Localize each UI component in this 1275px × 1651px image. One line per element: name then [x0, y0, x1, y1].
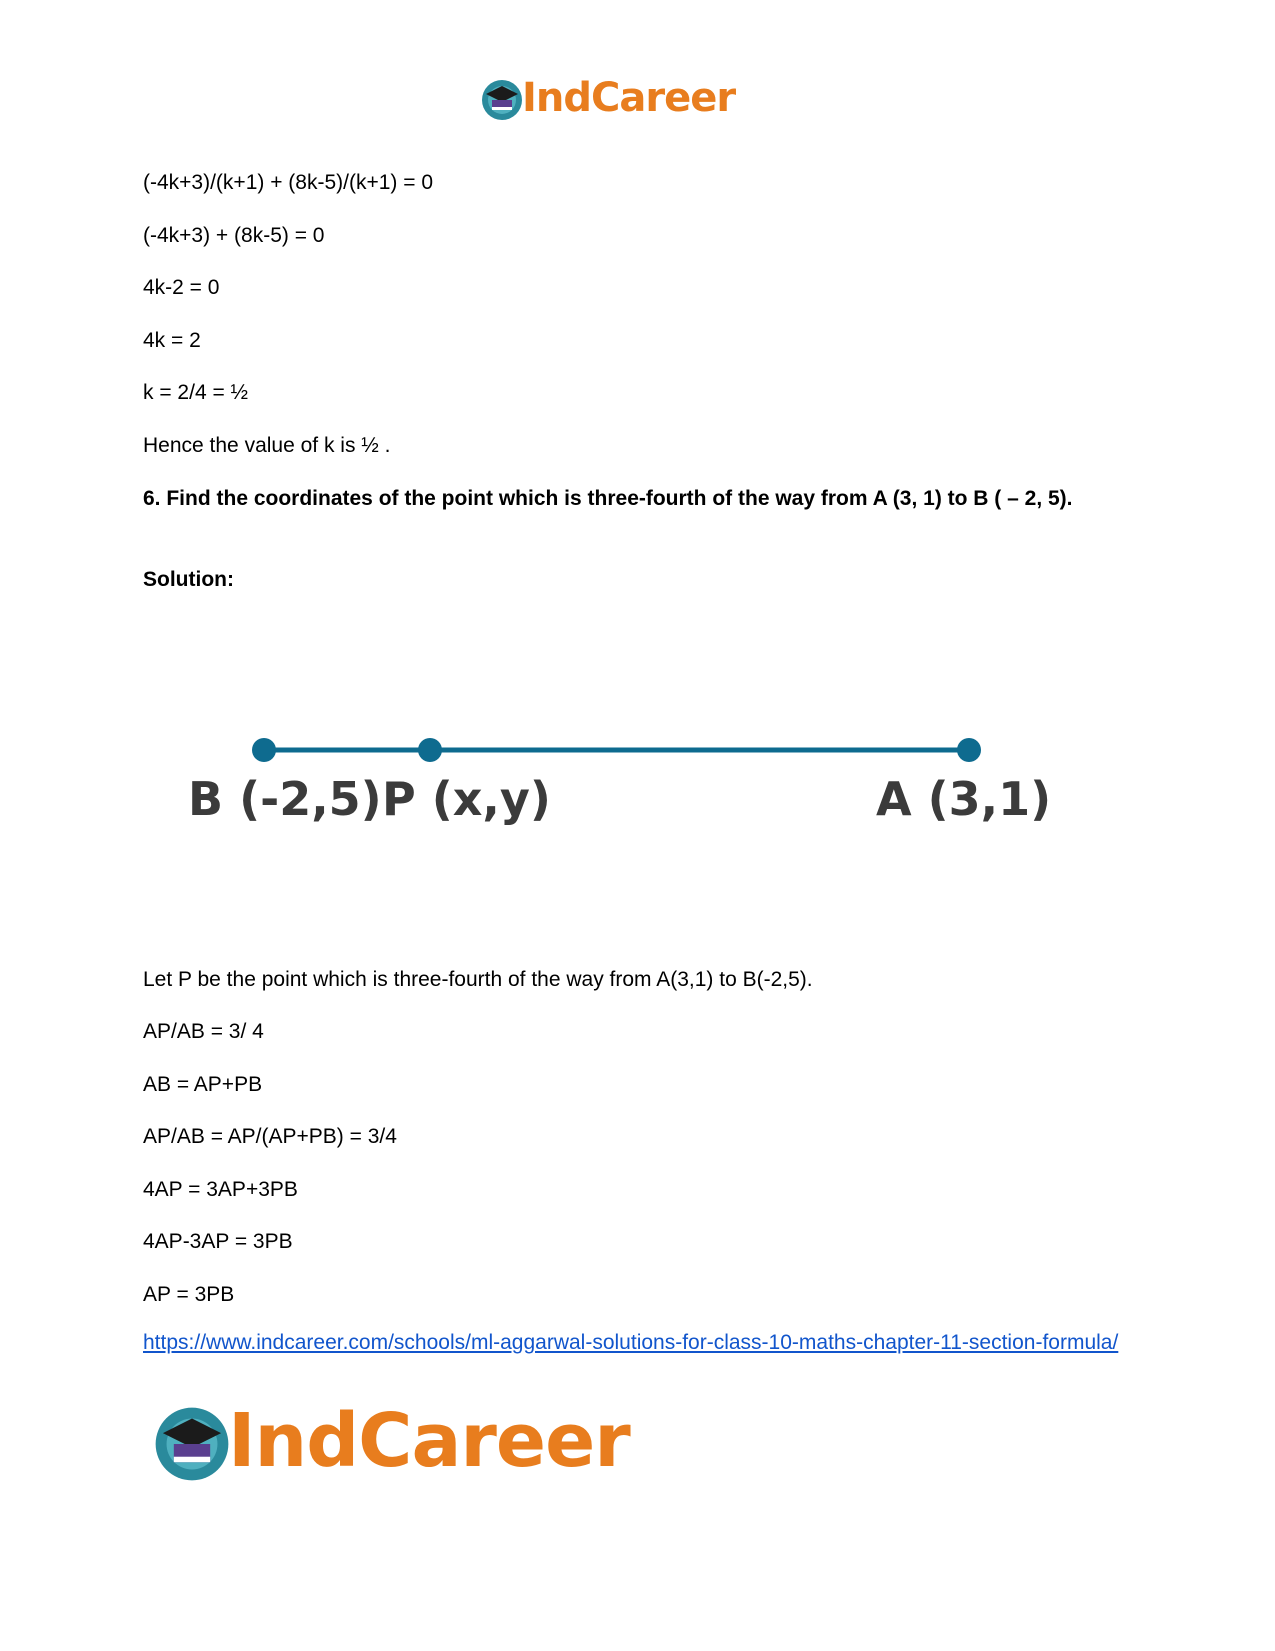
- point-b-dot: [252, 738, 276, 762]
- solution-line-2: AP/AB = 3/ 4: [143, 1020, 264, 1043]
- equation-line-4: 4k = 2: [143, 329, 201, 352]
- solution-label: Solution:: [143, 568, 234, 591]
- point-b-label: B (-2,5): [188, 772, 382, 826]
- point-p-label: P (x,y): [382, 772, 551, 826]
- header-logo: [480, 76, 770, 124]
- footer-logo: [152, 1400, 692, 1490]
- point-p-dot: [418, 738, 442, 762]
- solution-line-3: AB = AP+PB: [143, 1073, 263, 1096]
- point-a-label: A (3,1): [876, 772, 1052, 826]
- footer-logo-globe-icon: [152, 1404, 232, 1484]
- solution-line-6: 4AP-3AP = 3PB: [143, 1230, 293, 1253]
- point-a-dot: [957, 738, 981, 762]
- conclusion-line: Hence the value of k is ½ .: [143, 434, 391, 457]
- equation-line-3: 4k-2 = 0: [143, 276, 220, 299]
- equation-line-5: k = 2/4 = ½: [143, 381, 249, 404]
- equation-line-2: (-4k+3) + (8k-5) = 0: [143, 224, 325, 247]
- logo-globe-icon: [480, 78, 524, 122]
- solution-line-7: AP = 3PB: [143, 1283, 235, 1306]
- footer-brand-name: IndCareer: [228, 1398, 630, 1484]
- solution-line-1: Let P be the point which is three-fourth of the way from A(3,1) to B(-2,5).: [143, 968, 813, 991]
- solution-line-5: 4AP = 3AP+3PB: [143, 1178, 298, 1201]
- source-link[interactable]: https://www.indcareer.com/schools/ml-aggarwal-solutions-for-class-10-maths-chapter-11-section-formula/: [143, 1331, 1119, 1354]
- solution-line-4: AP/AB = AP/(AP+PB) = 3/4: [143, 1125, 397, 1148]
- equation-line-1: (-4k+3)/(k+1) + (8k-5)/(k+1) = 0: [143, 171, 434, 194]
- question-text: 6. Find the coordinates of the point which is three-fourth of the way from A (3, 1) to B ( – 2, 5).: [143, 487, 1073, 510]
- header-brand-name: IndCareer: [522, 75, 736, 121]
